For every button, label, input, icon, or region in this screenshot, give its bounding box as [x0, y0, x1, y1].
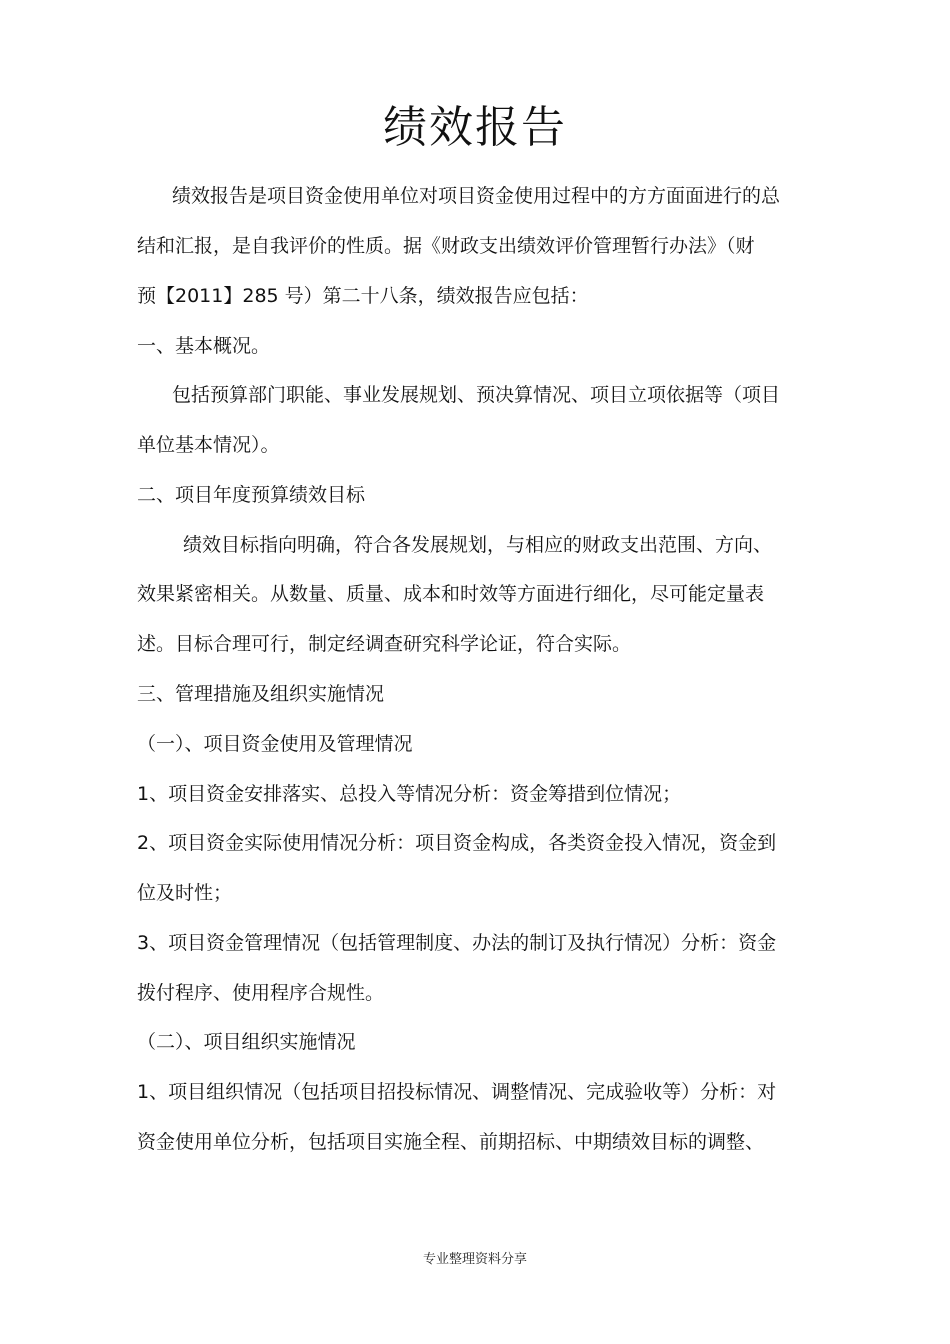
section-heading-1: 一、基本概况。: [137, 335, 271, 357]
list-item-1: 1、项目资金安排落实、总投入等情况分析：资金筹措到位情况；: [137, 783, 682, 805]
list-item-2-line-1: 2、项目资金实际使用情况分析：项目资金构成，各类资金投入情况，资金到: [137, 832, 777, 854]
document-title: 绩效报告: [383, 102, 567, 153]
paragraph-goals-line-2: 效果紧密相关。从数量、质量、成本和时效等方面进行细化，尽可能定量表: [137, 583, 765, 605]
section-heading-2: 二、项目年度预算绩效目标: [137, 484, 366, 506]
list-item-4-line-1: 1、项目组织情况（包括项目招投标情况、调整情况、完成验收等）分析：对: [137, 1081, 777, 1103]
list-item-3-line-1: 3、项目资金管理情况（包括管理制度、办法的制订及执行情况）分析：资金: [137, 932, 777, 954]
list-item-3-line-2: 拨付程序、使用程序合规性。: [137, 982, 385, 1004]
paragraph-intro-line-2: 结和汇报，是自我评价的性质。据《财政支出绩效评价管理暂行办法》（财: [137, 235, 755, 257]
list-item-4-line-2: 资金使用单位分析，包括项目实施全程、前期招标、中期绩效目标的调整、: [137, 1131, 765, 1153]
paragraph-intro-line-1: 绩效报告是项目资金使用单位对项目资金使用过程中的方方面面进行的总: [172, 185, 781, 207]
list-item-2-line-2: 位及时性；: [137, 882, 233, 904]
paragraph-intro-line-3: 预【2011】285 号）第二十八条，绩效报告应包括：: [137, 285, 589, 307]
subsection-heading-1: （一）、项目资金使用及管理情况: [137, 733, 413, 755]
subsection-heading-2: （二）、项目组织实施情况: [137, 1031, 356, 1053]
paragraph-goals-line-1: 绩效目标指向明确，符合各发展规划，与相应的财政支出范围、方向、: [183, 534, 773, 556]
paragraph-goals-line-3: 述。目标合理可行，制定经调查研究科学论证，符合实际。: [137, 633, 632, 655]
section-heading-3: 三、管理措施及组织实施情况: [137, 683, 385, 705]
paragraph-basic-line-1: 包括预算部门职能、事业发展规划、预决算情况、项目立项依据等（项目: [172, 384, 781, 406]
paragraph-basic-line-2: 单位基本情况）。: [137, 434, 280, 456]
page-footer: 专业整理资料分享: [422, 1252, 527, 1267]
